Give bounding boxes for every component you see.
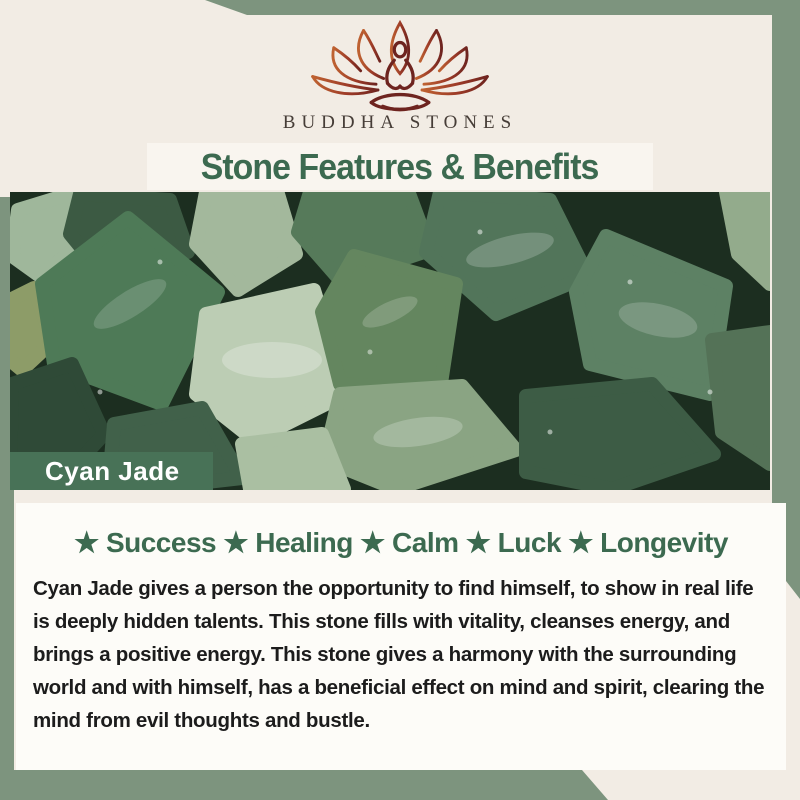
benefits-panel bbox=[16, 503, 786, 770]
section-banner bbox=[147, 143, 653, 190]
lotus-meditation-logo-icon bbox=[300, 18, 500, 114]
stone-description: Cyan Jade gives a person the opportunity to find himself, to show in real life is deeply hidden talents. This stone fills with vitality, cleanses energy, and brings a positive energy. This stone gives a harmony with the surrounding world and with himself, has a beneficial effect on mind and spirit, clearing the mind from evil thoughts and bustle. bbox=[33, 577, 765, 732]
sage-bottom-band bbox=[0, 770, 608, 800]
sage-top-band bbox=[0, 0, 800, 15]
stone-name-label: Cyan Jade bbox=[10, 452, 213, 490]
banner-title: Stone Features & Benefits bbox=[201, 145, 599, 187]
stone-photo bbox=[10, 192, 770, 490]
jade-stones-illustration bbox=[10, 192, 770, 490]
benefits-keywords: ★ Success ★ Healing ★ Calm ★ Luck ★ Longevity bbox=[74, 527, 728, 558]
brand-name: BUDDHA STONES bbox=[282, 112, 518, 133]
